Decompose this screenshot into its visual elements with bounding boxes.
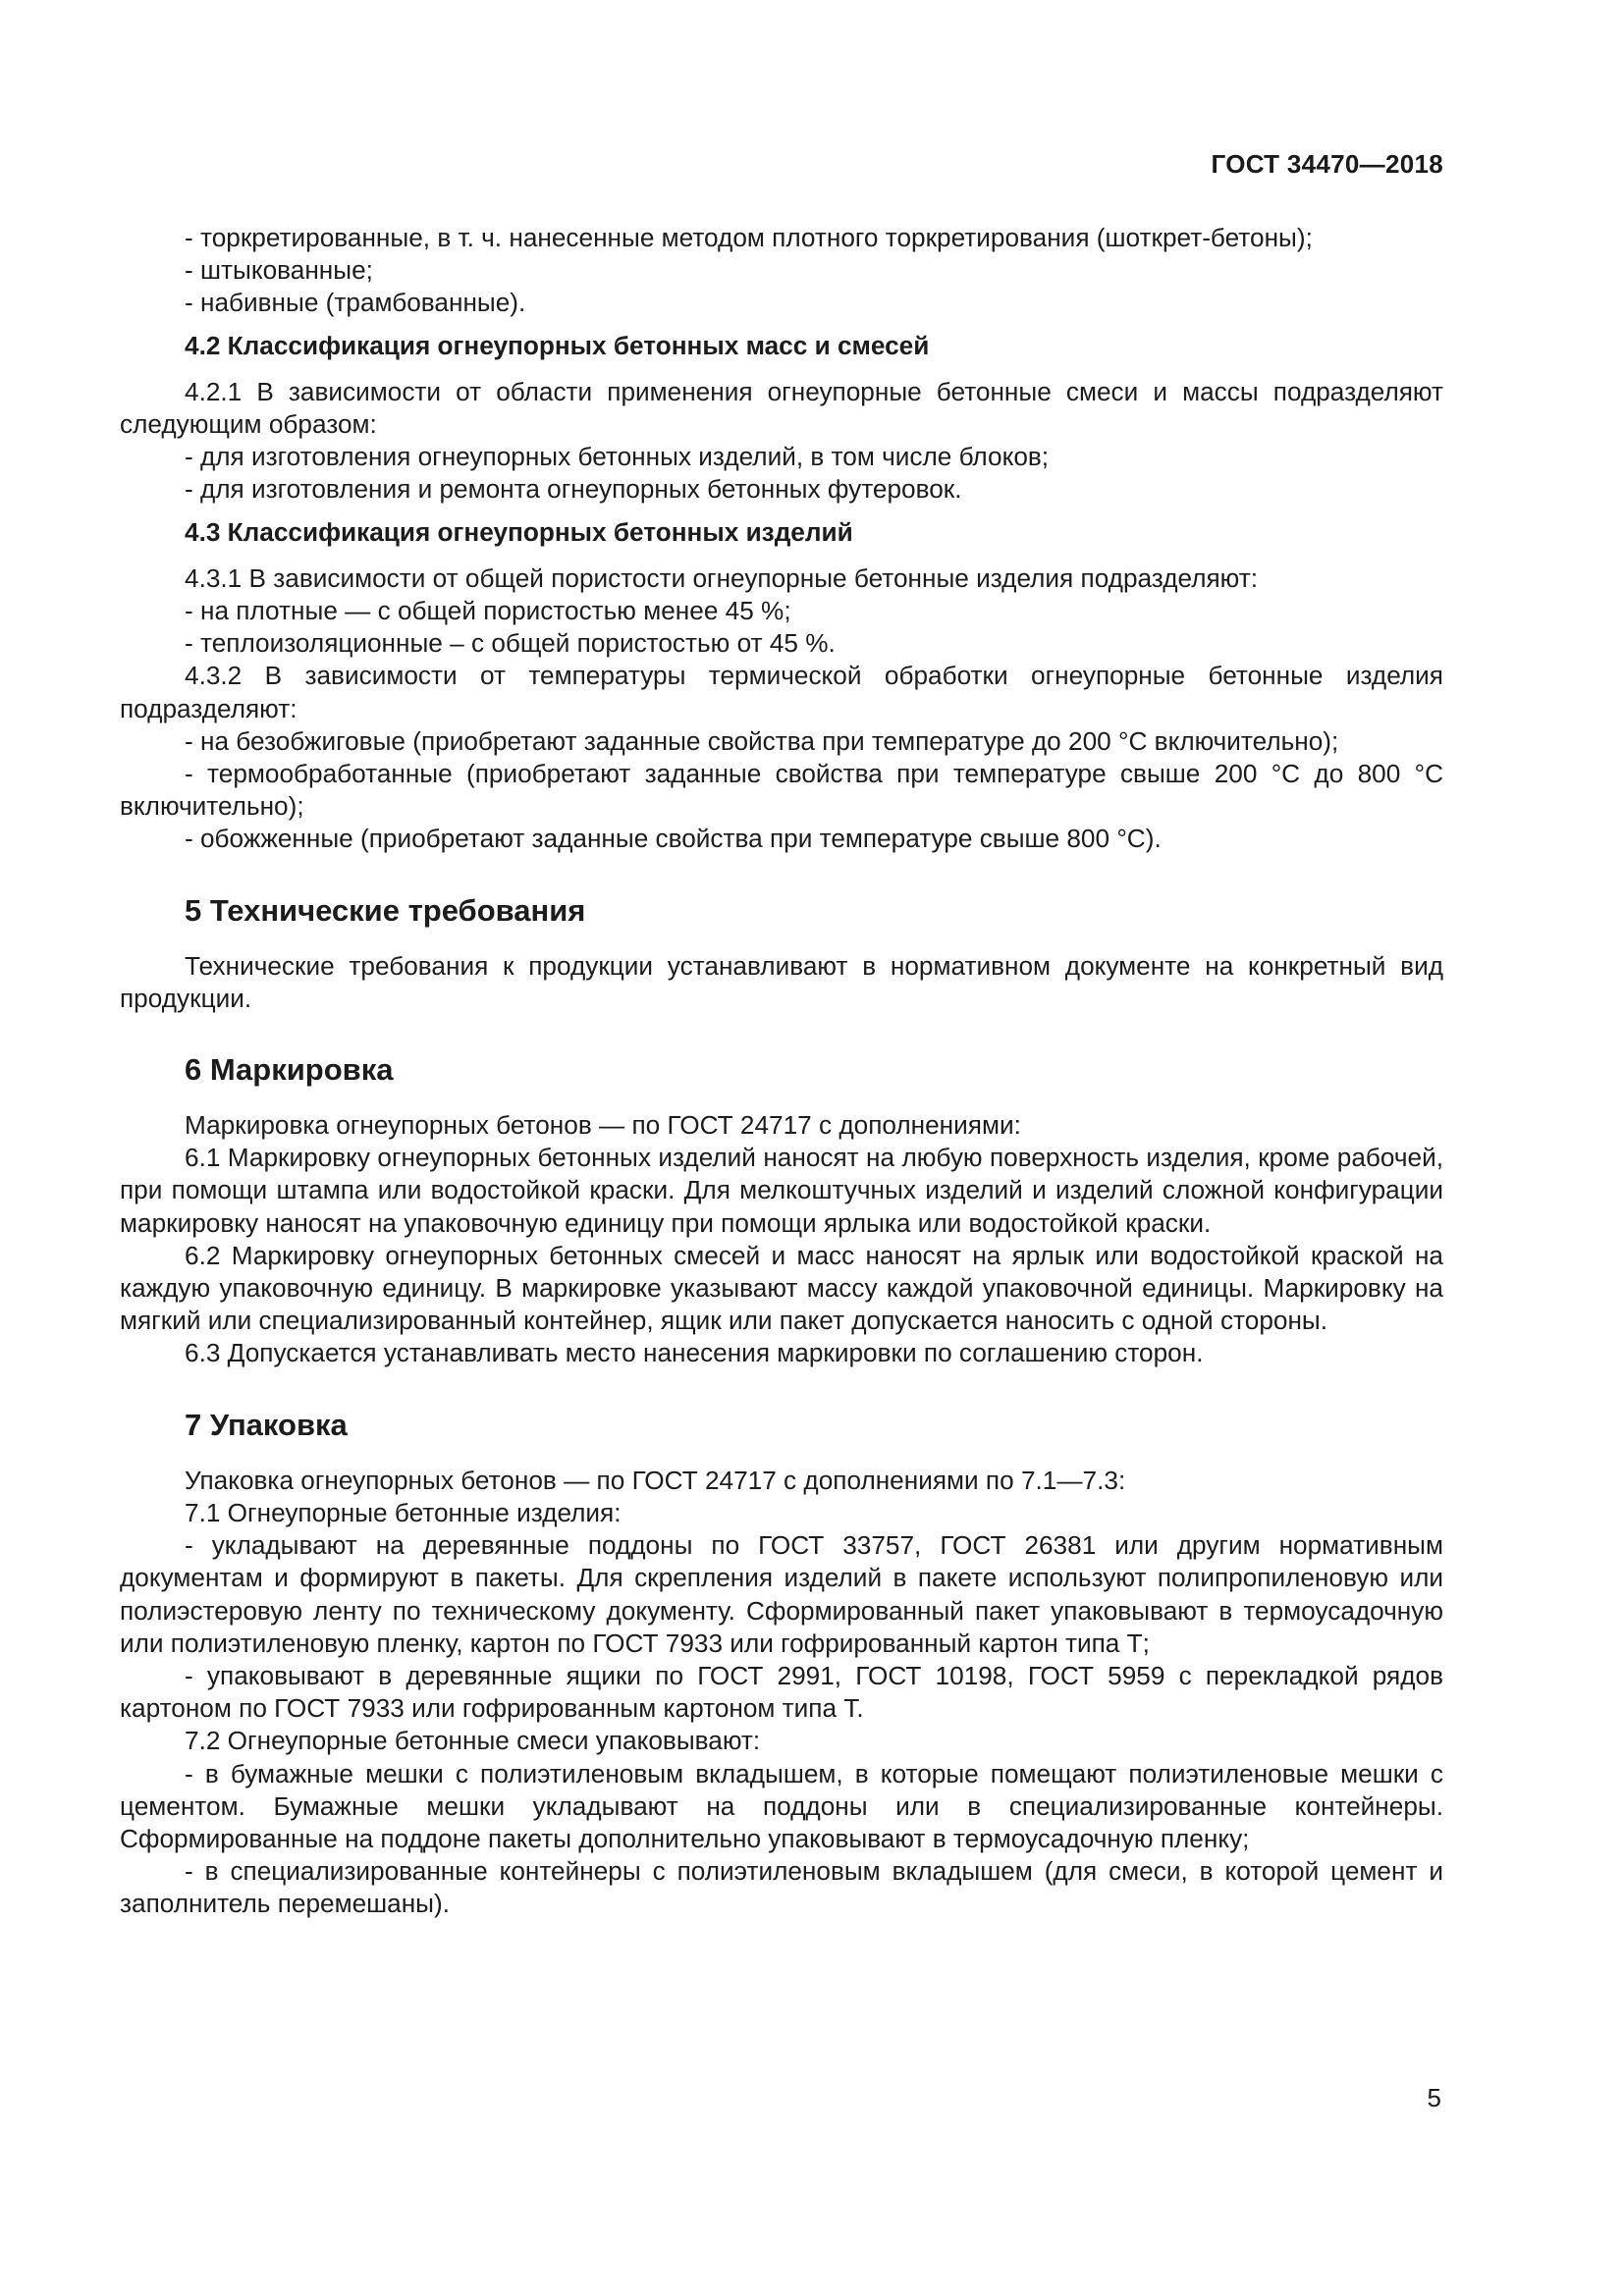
paragraph: 6.3 Допускается устанавливать место нанесения маркировки по соглашению сторон.	[185, 1338, 1204, 1368]
paragraph: 4.2.1 В зависимости от области применения огнеупорные бетонные смеси и массы подразделяют следующим образом:	[120, 376, 1443, 440]
paragraph: Технические требования к продукции устанавливают в нормативном документе на конкретный вид продукции.	[120, 950, 1443, 1013]
list-item: - теплоизоляционные – с общей пористостью от 45 %.	[185, 628, 836, 659]
paragraph: 7.2 Огнеупорные бетонные смеси упаковывают:	[185, 1726, 761, 1756]
paragraph: Упаковка огнеупорных бетонов — по ГОСТ 24717 с дополнениями по 7.1—7.3:	[185, 1465, 1126, 1495]
list-item: - набивные (трамбованные).	[185, 288, 526, 318]
subsection-heading-4-3: 4.3 Классификация огнеупорных бетонных изделий	[185, 516, 853, 547]
paragraph: Маркировка огнеупорных бетонов — по ГОСТ 24717 с дополнениями:	[185, 1110, 1021, 1141]
paragraph: 6.1 Маркировку огнеупорных бетонных изделий наносят на любую поверхность изделия, кроме рабочей, при помощи штампа или водостойкой краски. Для мелкоштучных изделий и изделий сложной конфигурации маркировку наносят на упаковочную единицу при помощи ярлыка или водостойкой краски.	[120, 1143, 1443, 1238]
list-item: - для изготовления огнеупорных бетонных изделий, в том числе блоков;	[185, 442, 1050, 472]
page-number: 5	[1427, 2083, 1441, 2112]
section-heading-6: 6 Маркировка	[185, 1052, 394, 1088]
paragraph: 4.3.1 В зависимости от общей пористости огнеупорные бетонные изделия подразделяют:	[185, 562, 1258, 593]
paragraph: 6.2 Маркировку огнеупорных бетонных смесей и масс наносят на ярлык или водостойкой краской на каждую упаковочную единицу. В маркировке указывают массу каждой упаковочной единицы. Маркировку на мягкий или специализированный контейнер, ящик или пакет допускается наносить с одной стороны.	[120, 1240, 1443, 1336]
list-item: - обожженные (приобретают заданные свойства при температуре свыше 800 °С).	[185, 824, 1162, 854]
list-item: - торкретированные, в т. ч. нанесенные методом плотного торкретирования (шоткрет-бетоны);	[185, 223, 1313, 252]
list-item: - в специализированные контейнеры с полиэтиленовым вкладышем (для смеси, в которой цемент и заполнитель перемешаны).	[120, 1856, 1443, 1919]
list-item: - штыкованные;	[185, 255, 373, 286]
list-item: - на безобжиговые (приобретают заданные свойства при температуре до 200 °С включительно);	[185, 725, 1339, 756]
list-item: - в бумажные мешки с полиэтиленовым вкладышем, в которые помещают полиэтиленовые мешки с цементом. Бумажные мешки укладывают на поддоны или в специализированные контейнеры. Сформированные на поддоне пакеты дополнительно упаковывают в термоусадочную пленку;	[120, 1758, 1443, 1853]
list-item: - термообработанные (приобретают заданные свойства при температуре свыше 200 °С до 800 °С включительно);	[120, 759, 1443, 822]
list-item: - укладывают на деревянные поддоны по ГОСТ 33757, ГОСТ 26381 или другим нормативным документам и формируют в пакеты. Для скрепления изделий в пакете используют полипропиленовую или полиэстеровую ленту по техническому документу. Сформированный пакет упаковывают в термоусадочную или полиэтиленовую пленку, картон по ГОСТ 7933 или гофрированный картон типа Т;	[120, 1530, 1443, 1658]
paragraph: 7.1 Огнеупорные бетонные изделия:	[185, 1497, 622, 1527]
document-header: ГОСТ 34470—2018	[1211, 149, 1443, 179]
list-item: - упаковывают в деревянные ящики по ГОСТ 2991, ГОСТ 10198, ГОСТ 5959 с перекладкой рядов картоном по ГОСТ 7933 или гофрированным картоном типа Т.	[120, 1660, 1443, 1724]
list-item: - для изготовления и ремонта огнеупорных бетонных футеровок.	[185, 474, 962, 505]
subsection-heading-4-2: 4.2 Классификация огнеупорных бетонных масс и смесей	[185, 330, 930, 360]
section-heading-5: 5 Технические требования	[185, 892, 586, 928]
document-body	[120, 222, 1443, 1921]
section-heading-7: 7 Упаковка	[185, 1407, 348, 1442]
list-item: - на плотные — с общей пористостью менее 45 %;	[185, 596, 791, 626]
paragraph: 4.3.2 В зависимости от температуры термической обработки огнеупорные бетонные изделия подразделяют:	[120, 661, 1443, 723]
